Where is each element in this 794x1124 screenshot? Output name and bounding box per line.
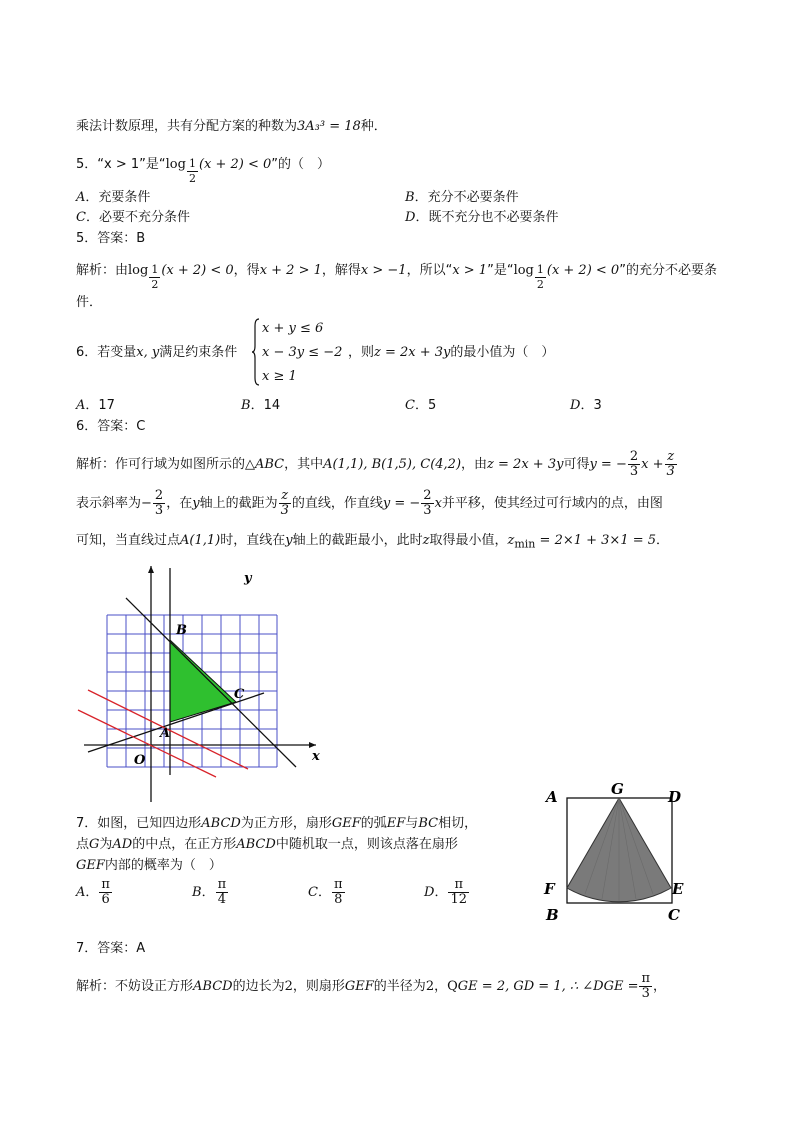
log: log [165,157,186,172]
fraction-2-3 [628,450,640,479]
label-d: D [668,788,682,806]
option-fraction [99,878,112,907]
q6-mid: 满足约束条件 [159,345,238,360]
option-letter: A [76,398,86,413]
q6-analysis-line1 [76,450,678,479]
a-text: 为正方形，扇形 [240,816,332,831]
label-a: A [546,788,558,806]
frac-den: 4 [217,892,226,907]
option-fraction [332,878,345,907]
q5-number: 5． [76,157,98,172]
unit: 种． [360,119,387,134]
a-math: z [507,533,515,548]
a-math: GEF [331,816,361,831]
q7-stem-line1 [76,815,477,833]
q5-option-c [76,209,190,227]
log-arg: (x + 2) < 0 [546,263,620,278]
option-text: ．既不充分也不必要条件 [415,210,559,225]
q7-option-b [192,878,229,907]
x-axis-label: x [312,749,320,764]
a-text: 内部的概率为（ ） [104,858,222,873]
option-text: ．充要条件 [85,190,151,205]
frac-den: 12 [450,892,467,907]
label-e: E [672,880,684,898]
a-text: ”是“ [487,263,514,278]
q6-option-c [405,397,436,415]
option-sep: ． [85,885,99,900]
a-text: 轴上的截距为 [199,496,278,511]
feasible-region-graph [76,560,326,808]
a-text: 解析：由 [76,263,129,278]
a-text: ，其中 [284,457,324,472]
frac-den: 3 [280,503,289,518]
a-text: 的直线，作直线 [291,496,383,511]
a-text: 的弧 [360,816,387,831]
a-math: z [422,533,430,548]
q5-is: 是 [145,157,159,172]
q6-option-d [570,397,602,415]
q5-answer: 5．答案：B [76,231,146,246]
q6-analysis-line3 [76,532,669,554]
label-b: B [546,906,559,924]
a-text: ，由 [461,457,488,472]
q7-option-a [76,878,113,907]
frac-den: 3 [641,986,650,1001]
log-base-num: 1 [151,263,159,276]
option-sep: ． [201,885,215,900]
frac-num: z [279,489,291,504]
fraction-z-3 [279,489,291,518]
y-axis-label: y [244,571,252,586]
fraction-z-3 [665,450,677,479]
log-base-num: 1 [188,157,196,170]
option-letter: C [76,210,86,225]
a-text: ，在 [166,496,193,511]
constraint-1: x + y ≤ 6 [262,321,324,336]
a-text: 为 [99,837,113,852]
option-letter: B [405,190,415,205]
q7-stem-line2 [76,836,458,854]
a-math: 2 [425,979,435,994]
a-text: 的半径为 [373,979,426,994]
q6-answer: 6．答案：C [76,419,146,434]
frac-num: 2 [423,488,432,503]
a-math: = 2×1 + 3×1 = 5 [535,533,657,548]
point-b-label: B [176,623,187,638]
question-6-stem-right [348,344,554,362]
option-text: ．17 [85,398,115,413]
option-letter: D [405,210,416,225]
a-math: AD [112,837,133,852]
q6-analysis-line2 [76,489,663,518]
option-fraction [448,878,469,907]
frac-den: 8 [334,892,343,907]
a-math: A(1,1) [180,533,221,548]
option-letter: D [424,885,435,900]
q7-analysis-line1 [76,972,666,1001]
option-sep: ． [317,885,331,900]
origin-label: O [134,753,146,768]
option-letter: C [308,885,318,900]
label-g: G [611,780,624,798]
option-fraction [216,878,229,907]
q5-option-a [76,189,150,207]
a-text: 7．如图，已知四边形 [76,816,202,831]
q7-option-d [424,878,470,907]
a-text: ，则扇形 [292,979,345,994]
q6-vars: x, y [136,345,160,360]
frac-den: 3 [629,464,639,479]
a-math: ABC [255,457,285,472]
a-text: ． [656,533,670,548]
frac-num: π [641,971,651,986]
option-text: ．5 [414,398,437,413]
option-sep: ． [434,885,448,900]
a-text: 可得 [563,457,590,472]
frac-num: z [665,450,677,465]
sector-square-figure [540,780,700,930]
a-math: GE = 2, GD = 1, ∴ ∠DGE = [457,979,639,994]
a-math: y = − [589,457,627,472]
a-math: x + 2 > 1 [259,263,322,278]
constraint-2: x − 3y ≤ −2 [262,345,343,360]
frac-den: 3 [423,503,432,518]
frac-den: 3 [666,464,675,479]
frac-num: 2 [154,488,164,503]
log-base-den: 2 [151,278,159,291]
q5-open-quote: “ [158,157,166,172]
a-math: x + [641,457,664,472]
a-text: 点 [76,837,90,852]
a-math: EF [386,816,406,831]
question-5-stem [76,156,330,186]
frac-num: π [217,877,227,892]
log-base [149,263,160,292]
point-c-label: C [234,687,245,702]
log-base-den: 2 [188,172,196,185]
q7-answer: 7．答案：A [76,941,146,956]
a-text: ，得 [233,263,260,278]
option-text: ．3 [580,398,602,413]
a-math: BC [418,816,439,831]
question-6-stem-left [76,344,237,362]
fraction-pi-3 [639,972,652,1001]
q5-close: ”的（ ） [271,157,331,172]
option-letter: B [241,398,251,413]
q6-option-b [241,397,280,415]
a-math: ABCD [236,837,276,852]
a-math: GEF [76,858,105,873]
option-letter: A [76,885,86,900]
q7-stem-line3 [76,857,222,875]
a-text: 与 [405,816,419,831]
a-math: 2 [284,979,293,994]
a-math: ABCD [201,816,241,831]
a-math: − [141,496,152,511]
option-text: ．14 [250,398,281,413]
log-base [535,263,546,292]
label-f: F [544,880,555,898]
a-text: 时，直线在 [220,533,286,548]
a-text: 解析：不妨设正方形 [76,979,194,994]
q7-option-c [308,878,346,907]
a-math: ABCD [193,979,233,994]
q5-condition: “x > 1” [97,157,146,172]
continuation-line [76,118,387,136]
text: 乘法计数原理，共有分配方案的种数为 [76,119,298,134]
a-text: 的中点，在正方形 [132,837,237,852]
option-letter: B [192,885,202,900]
q6-z: z = 2x + 3y [374,345,451,360]
formula: 3A₃³ = 18 [297,119,361,134]
frac-num: π [333,877,343,892]
option-letter: C [405,398,415,413]
option-text: ．必要不充分条件 [85,210,190,225]
a-text: 中随机取一点，则该点落在扇形 [275,837,458,852]
a-math: x > −1 [360,263,407,278]
y-arrow [148,566,154,573]
q5-analysis-line1 [76,262,717,292]
q5-option-b [405,189,519,207]
frac-den: 6 [101,892,110,907]
option-letter: D [570,398,581,413]
frac-num: 2 [629,449,639,464]
constraint-3: x ≥ 1 [262,369,297,384]
a-text: 解析：作可行域为如图所示的△ [76,457,255,472]
a-text: ，所以“ [406,263,453,278]
fraction-2-3 [421,489,433,518]
q5-option-d [405,209,558,227]
log: log [513,263,534,278]
a-text: ，解得 [321,263,361,278]
a-text: 轴上的截距最小，此时 [292,533,423,548]
a-text: 取得最小值， [429,533,508,548]
log-base-den: 2 [536,278,544,291]
a-text: 表示斜率为 [76,496,142,511]
option-letter: A [76,190,86,205]
a-math: z = 2x + 3y [487,457,564,472]
a-math: x [434,496,442,511]
a-text: ”的充分不必要条 [619,263,717,278]
frac-num: π [101,877,110,892]
a-text: ， [434,979,448,994]
a-math: y [192,496,200,511]
log-base [187,157,198,186]
log-arg: (x + 2) < 0 [198,157,272,172]
a-sub: min [514,537,536,551]
a-text: 的边长为 [232,979,285,994]
q6-after2: 的最小值为（ ） [450,345,555,360]
x-arrow [309,742,316,748]
fraction-2-3 [153,489,165,518]
label-c: C [668,906,680,924]
frac-den: 3 [154,503,164,518]
a-text: ， [653,979,667,994]
a-math: y = − [382,496,421,511]
a-symbol: Q [447,979,458,994]
log-arg: (x + 2) < 0 [161,263,234,278]
a-text: 可知，当直线过点 [76,533,181,548]
q6-number: 6．若变量 [76,345,137,360]
a-text: 并平移，使其经过可行域内的点，由图 [441,496,663,511]
q6-option-a [76,397,115,415]
a-math: x > 1 [452,263,488,278]
a-text: 相切， [438,816,478,831]
log-base-num: 1 [536,263,544,276]
q6-after1: ，则 [348,345,375,360]
a-math: y [285,533,293,548]
point-a-label: A [160,726,171,741]
option-text: ．充分不必要条件 [414,190,519,205]
log: log [128,263,149,278]
a-math: GEF [344,979,374,994]
q5-analysis-line2: 件． [76,295,103,310]
a-math: A(1,1), B(1,5), C(4,2) [323,457,462,472]
system-brace [252,318,260,386]
frac-num: π [448,878,469,893]
a-math: G [89,837,100,852]
